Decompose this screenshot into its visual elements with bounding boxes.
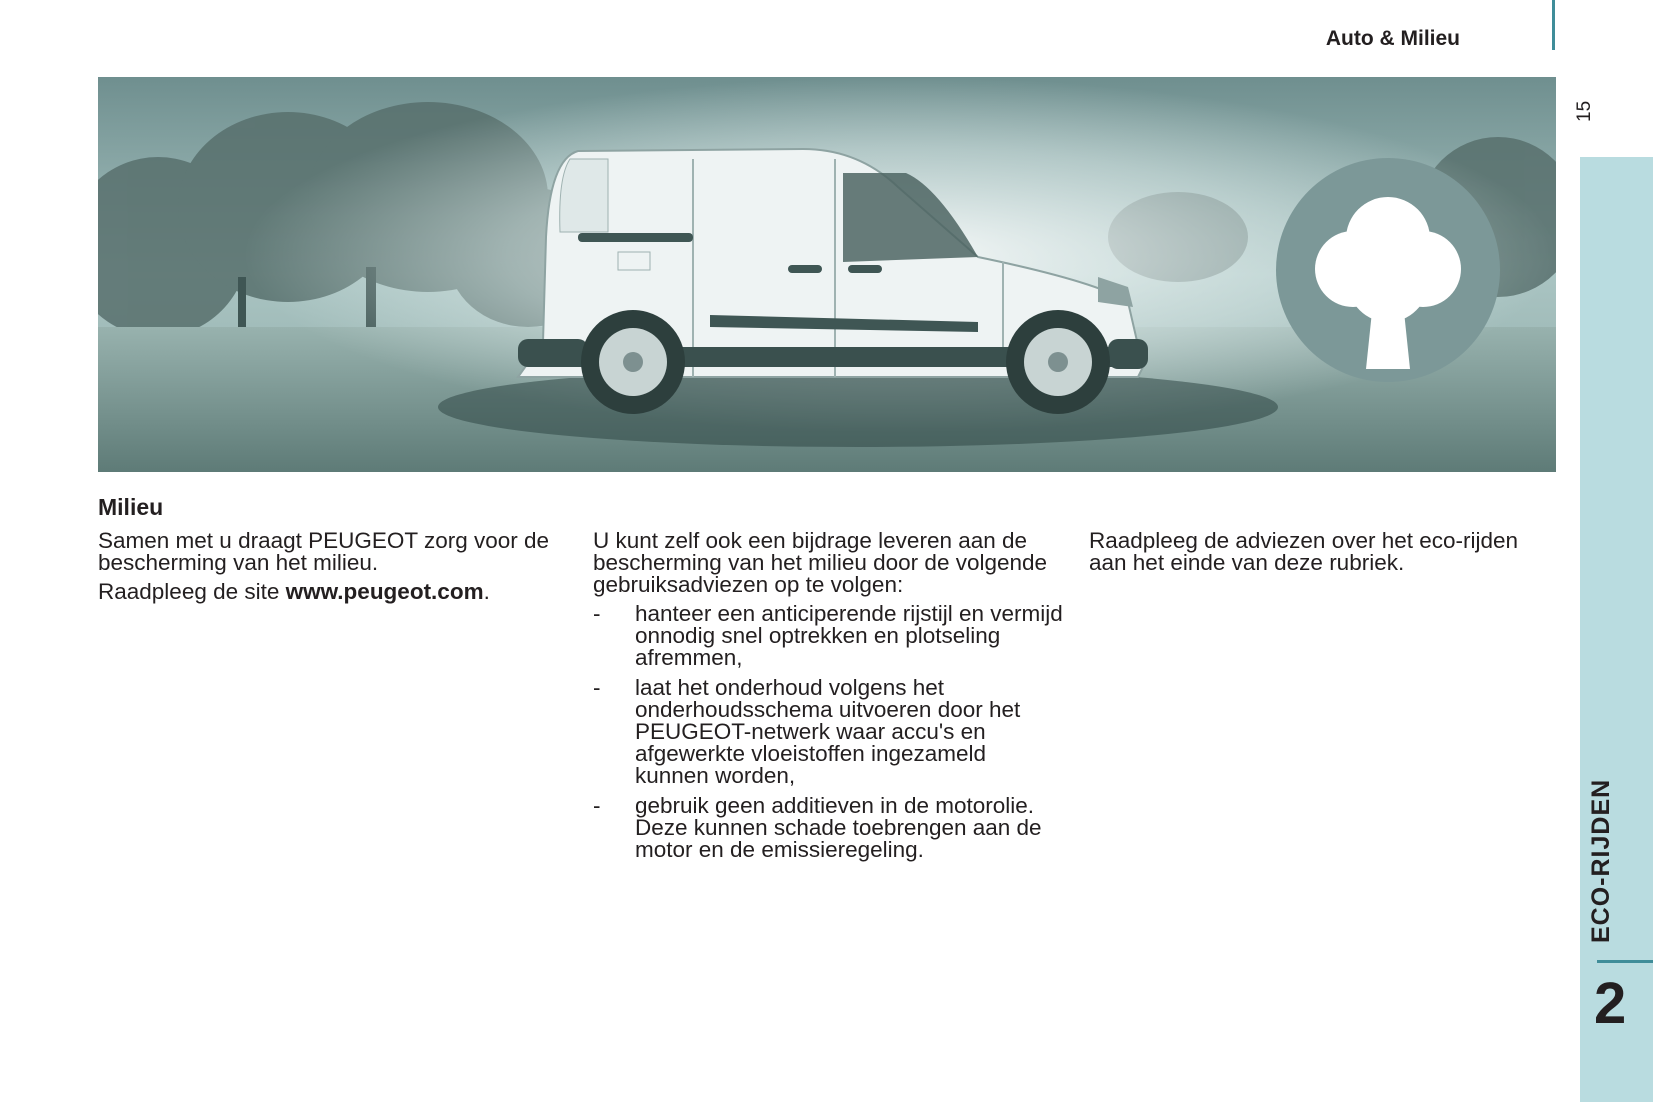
list-item (593, 795, 1063, 861)
website-link: www.peugeot.com (285, 579, 484, 604)
van-illustration (98, 77, 1556, 472)
website-prefix: Raadpleeg de site (98, 579, 286, 604)
chapter-tab-divider (1597, 960, 1653, 963)
advice-list (593, 603, 1063, 861)
list-item-text: laat het onderhoud volgens het onderhoudsschema uitvoeren door het PEUGEOT-netwerk waar accu's en afgewerkte vloeistoffen ingezameld kunnen worden, (635, 675, 1021, 788)
website-suffix: . (483, 579, 490, 604)
dash-bullet: - (593, 793, 601, 818)
hero-illustration (98, 77, 1556, 472)
page-number: 15 (1574, 100, 1595, 122)
header-divider (1552, 0, 1555, 50)
section-heading: Milieu (98, 494, 164, 520)
chapter-number: 2 (1594, 971, 1627, 1036)
page-header-title: Auto & Milieu (1325, 27, 1460, 50)
list-item (593, 603, 1063, 669)
website-paragraph (98, 581, 568, 603)
advice-intro: U kunt zelf ook een bijdrage leveren aan de bescherming van het milieu door de volgende gebruiksadviezen op te volgen: (593, 528, 1048, 597)
eco-driving-reference: Raadpleeg de adviezen over het eco-rijden aan het einde van deze rubriek. (1089, 528, 1519, 575)
dash-bullet: - (593, 601, 601, 626)
list-item-text: hanteer een anticiperende rijstijl en vermijd onnodig snel optrekken en plotseling afremmen, (635, 601, 1063, 670)
chapter-tab-label: ECO-RIJDEN (1587, 778, 1615, 943)
dash-bullet: - (593, 675, 601, 700)
tree-icon (1276, 158, 1500, 382)
list-item-text: gebruik geen additieven in de motorolie. Deze kunnen schade toebrengen aan de motor en de emissieregeling. (635, 793, 1042, 862)
list-item (593, 677, 1063, 787)
column-right (1089, 530, 1559, 581)
intro-paragraph: Samen met u draagt PEUGEOT zorg voor de bescherming van het milieu. (98, 528, 550, 575)
column-middle (593, 530, 1063, 869)
column-left (98, 530, 568, 610)
